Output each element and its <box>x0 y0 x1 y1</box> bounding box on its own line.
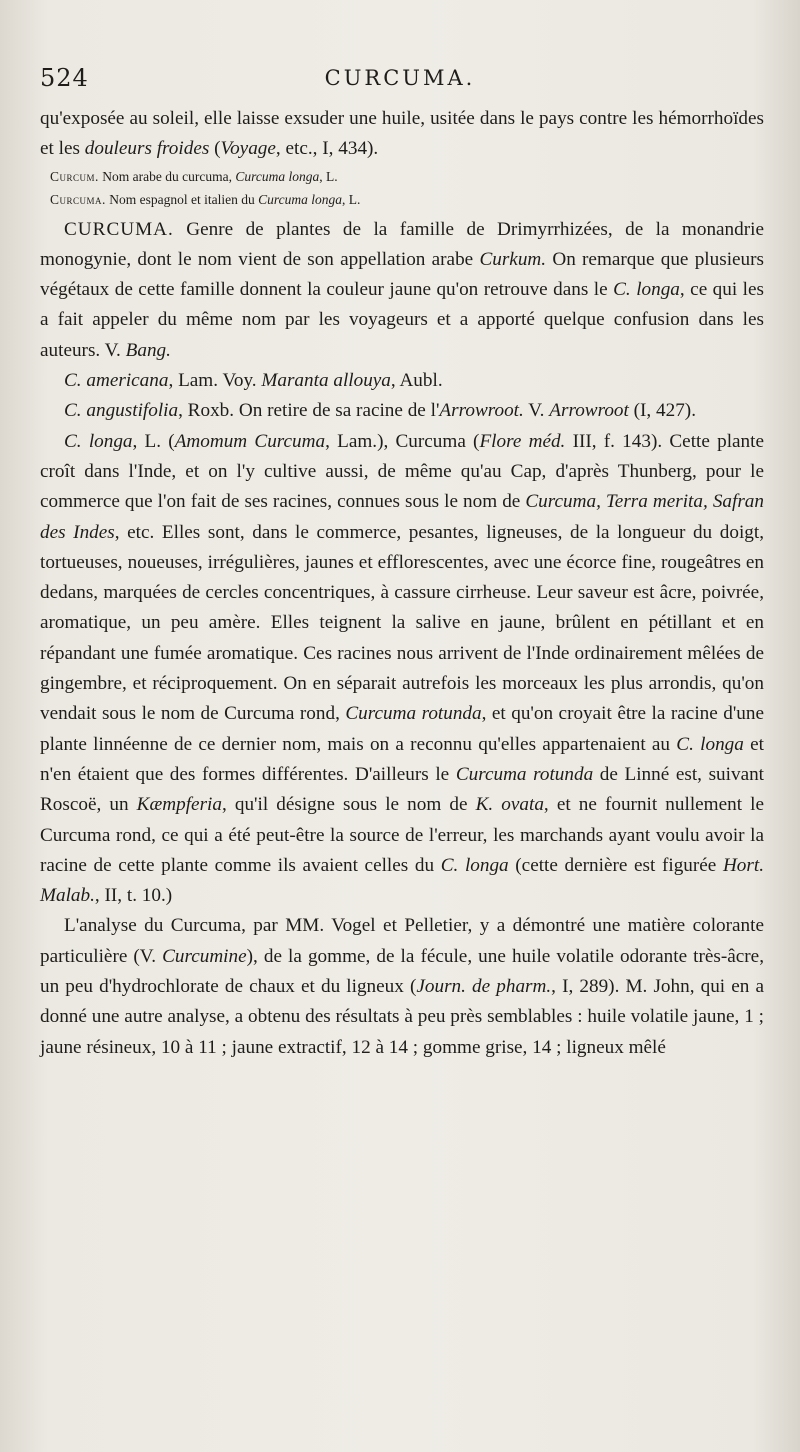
text-run: , II, t. 10.) <box>94 885 173 907</box>
continuation-paragraph <box>40 104 764 165</box>
running-head: CURCUMA. <box>324 66 476 90</box>
italic-run: Curcuma longa <box>258 191 342 207</box>
italic-run: K. ovata <box>475 794 544 816</box>
text-run: , qu'il désigne sous le nom de <box>221 794 476 816</box>
italic-run: Maranta allouya <box>261 370 391 392</box>
text-run: , Aubl. <box>390 370 443 392</box>
text-run: , I, 289). M. John, qui en a donné une autre analyse, a obtenu des résultats à peu près semblables : huile volatile jaune, 1 ; jaune résineux, 10 à 11 ; jaune extractif, 12 à 14 ; gomme grise, 14 ; ligneux mêlé <box>40 976 765 1058</box>
italic-run: Curcumine <box>162 945 247 967</box>
text-run: , Lam. Voy. <box>168 370 262 392</box>
entry-paragraph-angustifolia <box>40 396 764 426</box>
italic-run: douleurs froides <box>84 138 210 160</box>
italic-run: Curcuma rotunda <box>455 763 594 785</box>
text-run: ( <box>209 138 221 160</box>
synonym-note <box>40 165 764 188</box>
entry-headword: CURCUMA. <box>64 218 174 240</box>
italic-run: C. longa <box>440 854 509 876</box>
text-run: , etc. Elles sont, dans le commerce, pesantes, ligneuses, de la longueur du doigt, tortueuses, noueuses, irrégulières, jaunes et efflorescentes, avec une écorce fine, rougeâtres en dedans, marquées de cercles concentriques, à cassure cirrheuse. Leur saveur est âcre, poivrée, aromatique, un peu amère. Elles teignent la salive en jaune, brûlent en pétillant et en répandant une fumée aromatique. Ces racines nous arrivent de l'Inde ordinairement mêlées de gingembre, et réciproquement. On en séparait autrefois les morceaux les plus arrondis, qu'on vendait sous le nom de Curcuma rond, <box>40 521 764 725</box>
text-run: L'analyse du Curcuma, par MM. Vogel et Pelletier, y a démontré une matière colorante particulière (V. <box>40 915 764 967</box>
note-headword: Curcuma. <box>50 191 106 207</box>
italic-run: Bang. <box>125 339 171 361</box>
text-run: de Linné est, suivant Roscoë, un <box>40 763 765 816</box>
italic-run: C. longa <box>676 733 744 755</box>
italic-run: C. longa <box>64 430 133 452</box>
text-run: , L. ( <box>132 430 175 452</box>
italic-run: Arrowroot <box>549 400 629 422</box>
synonym-note <box>40 188 764 211</box>
text-run: Nom arabe du curcuma, <box>98 168 236 184</box>
text-run: qu'exposée au soleil, elle laisse exsuder une huile, usitée dans le pays contre les hémorrhoïdes et les <box>40 108 764 160</box>
text-run: , etc., I, 434). <box>275 138 379 160</box>
text-run: (I, 427). <box>628 400 696 422</box>
italic-run: Curcuma rotunda <box>345 703 482 725</box>
text-run: , L. <box>319 168 338 184</box>
italic-run: Curkum. <box>479 248 547 270</box>
entry-paragraph-americana <box>40 366 764 396</box>
text-run: , Lam.), Curcuma ( <box>325 430 480 452</box>
italic-run: C. angustifolia <box>64 400 179 422</box>
italic-run: Journ. de pharm. <box>416 976 552 998</box>
italic-run: Arrowroot. <box>439 400 524 422</box>
page-number: 524 <box>40 64 89 92</box>
italic-run: C. longa <box>613 279 680 301</box>
text-run: Nom espagnol et italien du <box>105 191 259 207</box>
italic-run: Hort. Malab. <box>40 854 764 907</box>
text-run: III, f. 143). Cette plante croît dans l'Inde, et on l'y cultive aussi, de même qu'au Cap, d'après Thunberg, pour le commerce que l'on fait de ses racines, connues sous le nom de <box>40 430 764 513</box>
text-run: , L. <box>341 191 361 207</box>
text-run: On remarque que plusieurs végétaux de cette famille donnent la couleur jaune qu'on retrouve dans le <box>40 248 764 301</box>
text-run: Genre de plantes de la famille de Drimyrrhizées, de la monandrie monogynie, dont le nom vient de son appellation arabe <box>40 218 764 270</box>
italic-run: Amomum Curcuma <box>174 430 326 452</box>
entry-paragraph-curcuma <box>40 215 764 366</box>
italic-run: Flore méd. <box>479 430 566 452</box>
text-run: , et qu'on croyait être la racine d'une plante linnéenne de ce dernier nom, mais on a reconnu qu'elles appartenaient au <box>40 703 764 755</box>
italic-run: Kæmpferia <box>136 794 222 816</box>
italic-run: C. americana <box>64 370 169 392</box>
entry-paragraph-analysis <box>40 911 764 1062</box>
text-run: ), de la gomme, de la fécule, une huile volatile odorante très-âcre, un peu d'hydrochlorate de chaux et du ligneux ( <box>40 945 764 998</box>
entry-paragraph-longa <box>40 427 764 912</box>
page-body <box>40 104 764 1063</box>
text-run: , Roxb. On retire de sa racine de l' <box>178 400 440 422</box>
text-run: (cette dernière est figurée <box>508 854 723 876</box>
text-run: V. <box>523 400 550 422</box>
italic-run: Curcuma longa <box>235 168 320 184</box>
italic-run: Curcuma, Terra merita, Safran des Indes <box>40 491 764 543</box>
text-run: , ce qui les a fait appeler du même nom par les voyageurs et a apporté quelque confusion dans les auteurs. V. <box>40 279 764 361</box>
italic-run: Voyage <box>220 138 276 160</box>
note-headword: Curcum. <box>50 168 99 184</box>
text-run: , et ne fournit nullement le Curcuma rond, ce qui a été peut-être la source de l'erreur, les marchands ayant voulu avoir la racine de cette plante comme ils avaient celles du <box>40 794 764 876</box>
text-run: et n'en étaient que des formes différentes. D'ailleurs le <box>40 733 764 785</box>
page-header <box>40 64 760 104</box>
